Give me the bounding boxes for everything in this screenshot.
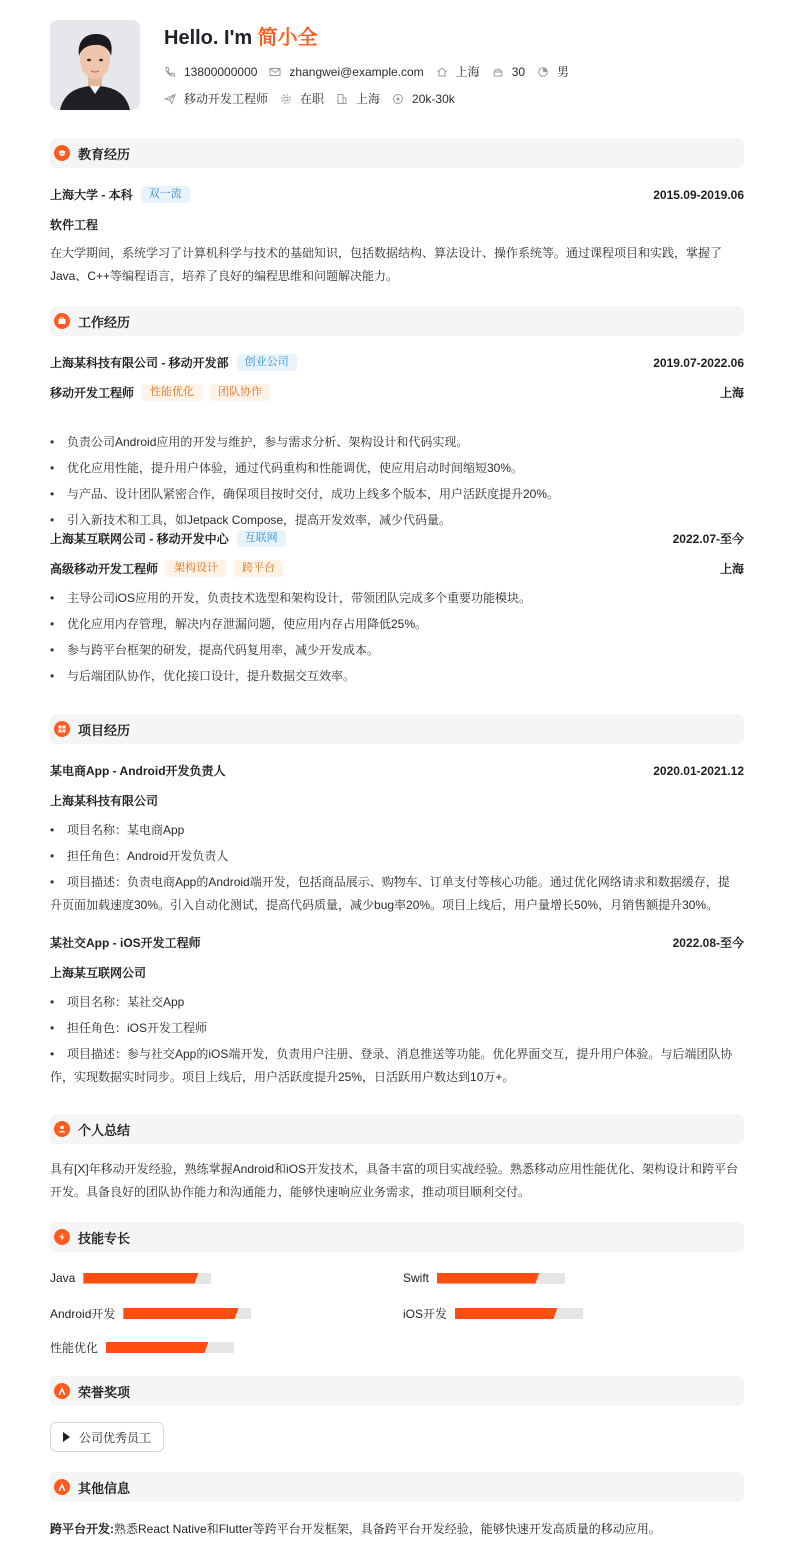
major: 软件工程 [50,218,99,232]
job-intent-row [164,90,467,107]
role-tag: 跨平台 [234,560,283,577]
skill-bar [455,1308,583,1319]
email-address: zhangwei@example.com [289,64,424,79]
list-item: • 参与跨平台框架的研发，提高代码复用率，减少开发成本。 [50,639,744,662]
lightning-icon [54,1229,70,1245]
contact-row [164,63,581,80]
school-tag: 双一流 [141,186,190,203]
graduation-cap-icon [54,145,70,161]
email-info [269,65,423,79]
work-date: 2019.07-2022.06 [653,355,744,370]
work-date: 2022.07-至今 [672,532,744,546]
coin-icon [392,93,404,105]
gender-icon [537,66,549,78]
building-icon [336,93,348,105]
project-entry-header [50,762,744,779]
status-text: 在职 [300,92,325,106]
phone-number: 13800000000 [184,64,258,79]
education-description [50,242,744,288]
skill-bar [123,1308,251,1319]
skill-item [403,1271,565,1285]
skill-name: iOS开发 [403,1307,448,1321]
section-summary-header [50,1114,744,1144]
project-entry-header [50,934,744,951]
award-icon [54,1383,70,1399]
section-title: 项目经历 [78,722,131,738]
list-item: • 担任角色：Android开发负责人 [50,845,744,868]
list-item: • 负责公司Android应用的开发与维护，参与需求分析、架构设计和代码实现。 [50,431,744,454]
list-item-line: 项目描述：负责电商App的Android端开发，包括商品展示、购物车、订单支付等核心功能。通过优化网络请求和数据缓存，提 [67,875,730,889]
list-item: • 优化应用性能，提升用户体验，通过代码重构和性能调优，使应用启动时间缩短30%。 [50,457,744,480]
list-item: • 项目名称：某电商App [50,819,744,842]
location-text: 上海 [455,65,480,79]
section-title: 个人总结 [78,1122,131,1138]
section-projects-header [50,714,744,744]
other-info-label: 跨平台开发: [50,1522,114,1536]
section-title: 工作经历 [78,314,131,330]
briefcase-icon [54,313,70,329]
skill-bar-fill [455,1308,557,1319]
role-tag: 性能优化 [142,384,202,401]
work-location: 上海 [719,386,744,400]
gender-info [537,63,569,80]
skill-bar-fill [437,1273,539,1284]
gender-text: 男 [557,65,570,79]
award-icon [54,1479,70,1495]
salary-info [392,92,455,106]
skill-item [403,1305,583,1322]
list-item: • 担任角色：iOS开发工程师 [50,1017,744,1040]
section-awards-header [50,1376,744,1406]
section-other-header [50,1472,744,1502]
resume-page [50,20,744,1536]
section-title: 荣誉奖项 [78,1384,131,1400]
phone-info [164,65,257,79]
skill-bar [106,1342,234,1353]
work-location: 上海 [719,562,744,576]
list-item [50,1043,744,1089]
mail-icon [269,66,281,78]
company-tag: 互联网 [237,530,286,547]
resume-header [50,20,744,112]
skill-item [50,1271,211,1285]
list-item: • 与后端团队协作，优化接口设计，提升数据交互效率。 [50,665,744,688]
project-company: 上海某科技有限公司 [50,794,159,808]
section-title: 技能专长 [78,1230,131,1246]
skill-item [50,1339,234,1356]
list-item [50,871,744,917]
company-tag: 创业公司 [237,354,297,371]
other-info-text: 熟悉React Native和Flutter等跨平台开发框架，具备跨平台开发经验，能够快速开发高质量的移动应用。 [114,1522,661,1536]
education-entry-header [50,186,744,203]
section-title: 其他信息 [78,1480,131,1496]
skill-name: Android开发 [50,1307,116,1321]
salary-text: 20k-30k [412,91,455,106]
section-education-header [50,138,744,168]
project-date: 2022.08-至今 [672,936,744,950]
list-item: • 主导公司iOS应用的开发，负责技术选型和架构设计，带领团队完成多个重要功能模块。 [50,587,744,610]
section-work-header [50,306,744,336]
list-item-line: 项目描述：参与社交App的iOS端开发，负责用户注册、登录、消息推送等功能。优化界面交互，提升用户体验。与后端团队协 [67,1047,733,1061]
skill-bar-fill [123,1308,238,1319]
status-info [280,90,324,107]
role-tag: 团队协作 [210,384,270,401]
project-company: 上海某互联网公司 [50,966,147,980]
phone-icon [164,66,176,78]
education-description-line: Java、C++等编程语言，培养了良好的编程思维和问题解决能力。 [50,269,399,283]
age-text: 30 [511,64,526,79]
work-role-row [50,560,744,577]
section-title: 教育经历 [78,146,131,162]
project-date: 2020.01-2021.12 [653,763,744,778]
skill-name: Swift [403,1271,430,1285]
list-item: • 优化应用内存管理，解决内存泄漏问题，使应用内存占用降低25%。 [50,613,744,636]
job-role: 移动开发工程师 [50,386,135,400]
other-info-row [50,1520,744,1537]
skill-name: Java [50,1271,76,1285]
home-icon [436,66,448,78]
candidate-name: 简小全 [257,27,318,49]
section-skills-header [50,1222,744,1252]
work-role-row [50,384,744,401]
summary-text [50,1158,744,1204]
skill-bar [437,1273,565,1284]
job-role: 高级移动开发工程师 [50,562,159,576]
location-info [436,63,480,80]
avatar [50,20,140,110]
greeting-text: Hello. I'm [164,27,258,49]
list-item-line: 作，实现数据实时同步。项目上线后，用户活跃度提升25%，日活跃用户数达到10万+。 [50,1070,515,1084]
summary-line: 开发。具备良好的团队协作能力和沟通能力，能够快速响应业务需求，推动项目顺利交付。 [50,1185,531,1199]
award-item[interactable] [50,1422,164,1452]
city-info [336,90,380,107]
play-triangle-icon [63,1432,70,1442]
list-item: • 与产品、设计团队紧密合作，确保项目按时交付，成功上线多个版本，用户活跃度提升20%。 [50,483,744,506]
education-description-line: 在大学期间，系统学习了计算机科学与技术的基础知识，包括数据结构、算法设计、操作系统等。通过课程项目和实践，掌握了 [50,246,723,260]
company-name: 上海某科技有限公司 - 移动开发部 [50,356,229,370]
list-item: • 项目名称：某社交App [50,991,744,1014]
greeting-title [164,21,318,50]
city-text: 上海 [356,92,381,106]
job-info [164,90,268,107]
cake-icon [492,66,504,78]
skill-bar-fill [106,1342,208,1353]
grid-icon [54,721,70,737]
send-icon [164,93,176,105]
gear-icon [280,93,292,105]
project-name: 某社交App - iOS开发工程师 [50,936,201,950]
award-name: 公司优秀员工 [79,1430,152,1445]
project-name: 某电商App - Android开发负责人 [50,764,226,778]
summary-line: 具有[X]年移动开发经验，熟练掌握Android和iOS开发技术，具备丰富的项目实战经验。熟悉移动应用性能优化、架构设计和跨平台 [50,1162,739,1176]
skill-name: 性能优化 [50,1341,99,1355]
company-name: 上海某互联网公司 - 移动开发中心 [50,532,229,546]
job-title: 移动开发工程师 [184,92,269,106]
skill-item [50,1305,251,1322]
school-name: 上海大学 - 本科 [50,188,133,202]
work-entry-header [50,354,744,371]
list-item: • 引入新技术和工具，如Jetpack Compose，提高开发效率，减少代码量。 [50,509,744,532]
age-info [492,65,525,79]
role-tag: 架构设计 [166,560,226,577]
education-date: 2015.09-2019.06 [653,187,744,202]
skill-bar [83,1273,211,1284]
list-item-line: 升页面加载速度30%。引入自动化测试，提高代码质量，减少bug率20%。项目上线后，用户量增长50%，月销售额提升30%。 [50,898,719,912]
skill-bar-fill [83,1273,198,1284]
work-entry-header [50,530,744,547]
user-icon [54,1121,70,1137]
